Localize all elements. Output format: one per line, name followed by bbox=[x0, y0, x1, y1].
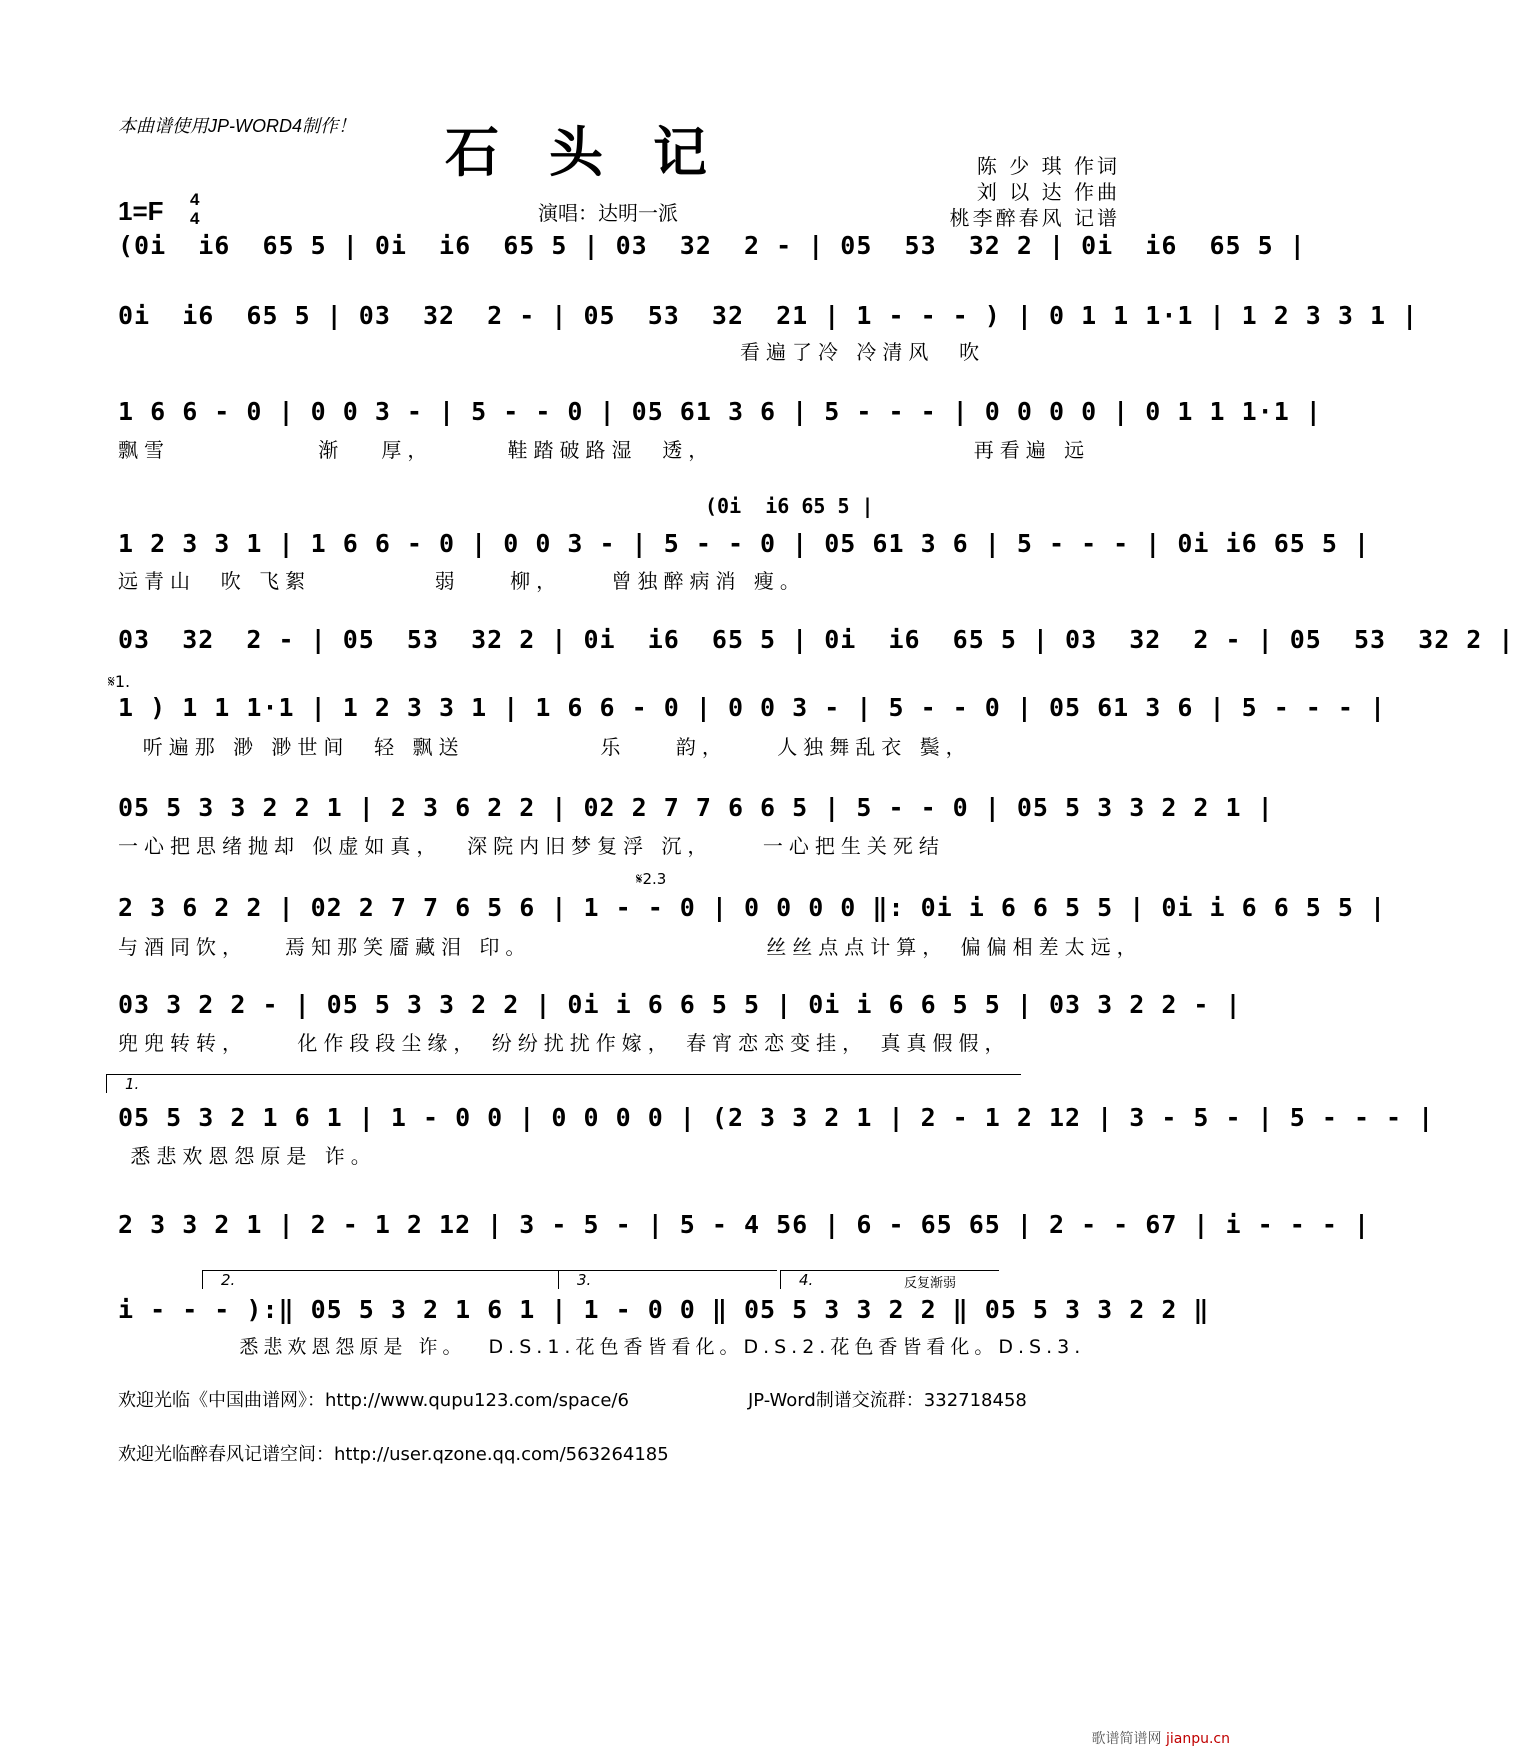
lyricist-credit: 陈 少 琪 作词 bbox=[976, 154, 1120, 178]
second-ending-bracket bbox=[202, 1270, 559, 1289]
footer-site-link[interactable]: 欢迎光临《中国曲谱网》：http://www.qupu123.com/space/6 bbox=[118, 1390, 629, 1411]
notation-text: 1 2 3 3 1 | 1 6 6 - 0 | 0 0 3 - | 5 - - 0 | 05 61 3 6 | 5 - - - | 0i i6 65 5 | bbox=[118, 529, 1370, 558]
watermark-domain: jianpu.cn bbox=[1165, 1731, 1230, 1747]
notation-text: 2 3 6 2 2 | 02 2 7 7 6 5 6 | 1 - - 0 | 0 0 0 0 ‖: 0i i 6 6 5 5 | 0i i 6 6 5 5 | bbox=[118, 893, 1387, 922]
dynamic-marking: 反复渐弱 bbox=[904, 1276, 957, 1291]
footer-space-link[interactable]: 欢迎光临醉春风记谱空间：http://user.qzone.qq.com/563264185 bbox=[118, 1444, 669, 1465]
third-ending-bracket bbox=[558, 1270, 777, 1289]
notation-row-2 bbox=[118, 298, 1419, 338]
lyrics-row-3: 飘雪 渐 厚， 鞋踏破路湿 透， 再看遍 远 bbox=[118, 438, 1091, 462]
notation-text: (0i i6 65 5 | 0i i6 65 5 | 03 32 2 - | 05 53 32 2 | 0i i6 65 5 | bbox=[118, 231, 1306, 260]
lyrics-row-12: 悉悲欢恩怨原是 诈。 D.S.1.花色香皆看化。D.S.2.花色香皆看化。D.S.3. bbox=[118, 1336, 1086, 1358]
notation-row-10 bbox=[118, 1100, 1435, 1140]
ending-label: 3. bbox=[577, 1271, 592, 1289]
segno-sign-2: 𝄋2.3 bbox=[636, 870, 667, 888]
lyrics-row-9: 兜兜转转， 化作段段尘缘， 纷纷扰扰作嫁， 春宵恋恋变挂， 真真假假， bbox=[118, 1031, 1011, 1055]
song-title: 石头记 bbox=[445, 120, 757, 184]
lyrics-row-2: 看遍了冷 冷清风 吹 bbox=[740, 340, 986, 364]
fourth-ending-bracket bbox=[780, 1270, 999, 1289]
notation-row-11 bbox=[118, 1207, 1370, 1247]
software-credit: 本曲谱使用JP-WORD4制作！ bbox=[118, 116, 356, 136]
notation-text: 1 ) 1 1 1·1 | 1 2 3 3 1 | 1 6 6 - 0 | 0 0 3 - | 5 - - 0 | 05 61 3 6 | 5 - - - | bbox=[118, 693, 1387, 722]
footer-group-info: JP-Word制谱交流群：332718458 bbox=[748, 1390, 1027, 1411]
notation-row-5 bbox=[118, 622, 1514, 662]
notation-row-7 bbox=[118, 790, 1274, 830]
lyrics-row-10: 悉悲欢恩怨原是 诈。 bbox=[118, 1144, 377, 1168]
composer-credit: 刘 以 达 作曲 bbox=[976, 180, 1120, 204]
notation-row-12 bbox=[118, 1292, 1210, 1332]
notation-text: i - - - ):‖ 05 5 3 2 1 6 1 | 1 - 0 0 ‖ 05 5 3 3 2 2 ‖ 05 5 3 3 2 2 ‖ bbox=[118, 1295, 1210, 1324]
lyrics-row-7: 一心把思绪抛却 似虚如真， 深院内旧梦复浮 沉， 一心把生关死结 bbox=[118, 834, 945, 858]
notation-text: 05 5 3 2 1 6 1 | 1 - 0 0 | 0 0 0 0 | (2 3 3 2 1 | 2 - 1 2 12 | 3 - 5 - | 5 - - - | bbox=[118, 1103, 1435, 1132]
notation-row-4 bbox=[118, 526, 1370, 566]
ending-label: 4. bbox=[799, 1271, 814, 1289]
watermark-site-name: 歌谱简谱网 bbox=[1091, 1731, 1162, 1747]
notation-text: 2 3 3 2 1 | 2 - 1 2 12 | 3 - 5 - | 5 - 4 56 | 6 - 65 65 | 2 - - 67 | i - - - | bbox=[118, 1210, 1370, 1239]
notation-row-8 bbox=[118, 890, 1387, 930]
notation-row-6 bbox=[118, 690, 1387, 730]
notation-text: 05 5 3 3 2 2 1 | 2 3 6 2 2 | 02 2 7 7 6 6 5 | 5 - - 0 | 05 5 3 3 2 2 1 | bbox=[118, 793, 1274, 822]
first-ending-bracket bbox=[106, 1074, 1021, 1093]
notation-row-1 bbox=[118, 228, 1306, 268]
key-signature: 1=F bbox=[118, 196, 164, 226]
time-signature bbox=[190, 190, 199, 228]
time-signature-top: 4 bbox=[190, 190, 200, 209]
notation-text: 03 32 2 - | 05 53 32 2 | 0i i6 65 5 | 0i i6 65 5 | 03 32 2 - | 05 53 32 2 | bbox=[118, 625, 1514, 654]
lyrics-row-4: 远青山 吹 飞絮 弱 柳， 曾独醉病消 瘦。 bbox=[118, 569, 806, 593]
notation-row-3 bbox=[118, 394, 1322, 434]
lyrics-row-6: 听遍那 渺 渺世间 轻 飘送 乐 韵， 人独舞乱衣 鬓， bbox=[118, 735, 972, 759]
segno-sign: 𝄋1. bbox=[108, 672, 131, 691]
notation-text: 0i i6 65 5 | 03 32 2 - | 05 53 32 21 | 1 - - - ) | 0 1 1 1·1 | 1 2 3 3 1 | bbox=[118, 301, 1419, 330]
time-signature-bottom: 4 bbox=[190, 209, 200, 228]
notation-text: 1 6 6 - 0 | 0 0 3 - | 5 - - 0 | 05 61 3 6 | 5 - - - | 0 0 0 0 | 0 1 1 1·1 | bbox=[118, 397, 1322, 426]
transcriber-credit: 桃李醉春风 记谱 bbox=[949, 206, 1120, 230]
lyrics-row-8: 与酒同饮， 焉知那笑靥藏泪 印。 丝丝点点计算， 偏偏相差太远， bbox=[118, 935, 1143, 959]
ending-label: 2. bbox=[221, 1271, 236, 1289]
ending-label: 1. bbox=[125, 1075, 140, 1093]
interlude-overlay: (0i i6 65 5 | bbox=[705, 494, 874, 518]
notation-text: 03 3 2 2 - | 05 5 3 3 2 2 | 0i i 6 6 5 5 | 0i i 6 6 5 5 | 03 3 2 2 - | bbox=[118, 990, 1242, 1019]
singer-credit: 演唱：达明一派 bbox=[538, 201, 678, 225]
watermark bbox=[1092, 1728, 1230, 1748]
notation-row-9 bbox=[118, 987, 1242, 1027]
